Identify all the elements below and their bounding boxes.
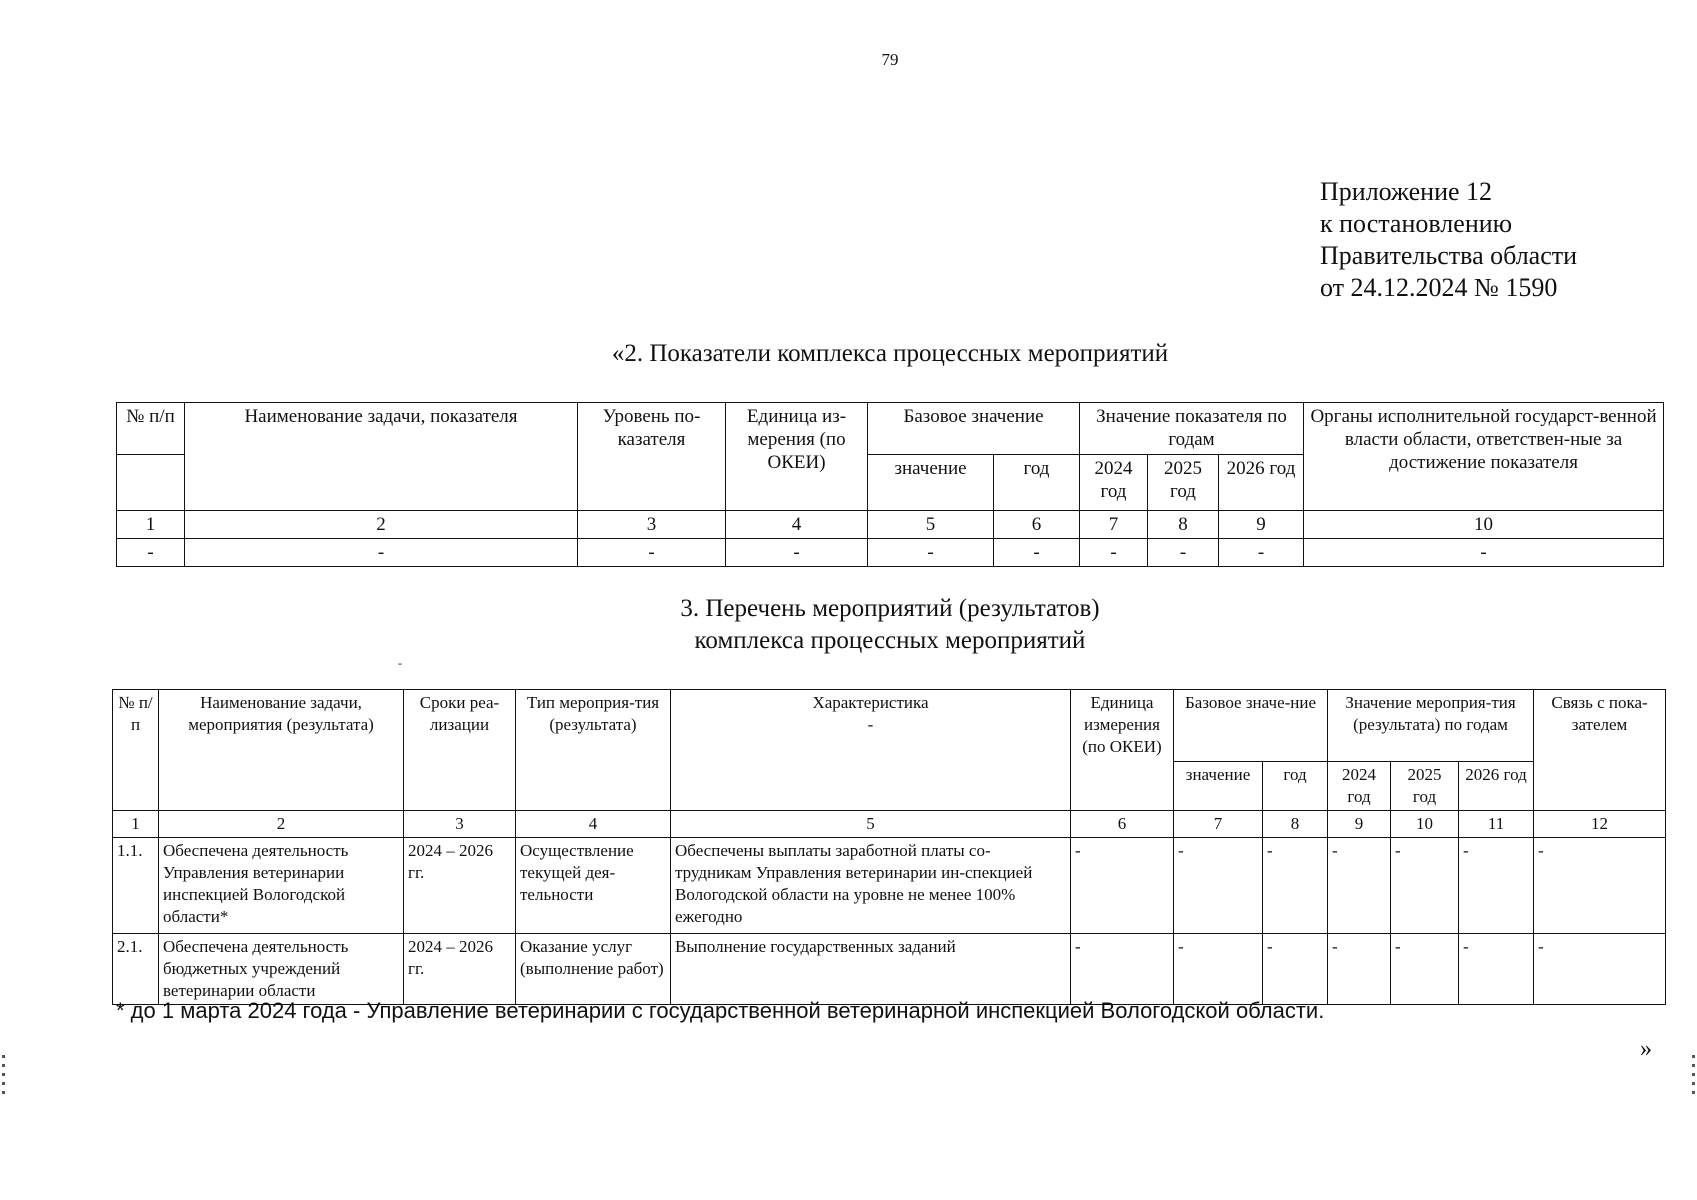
header-num-empty (117, 455, 185, 511)
header-year-2024: 2024 год (1328, 762, 1391, 811)
row-year-2026: - (1459, 934, 1534, 1005)
table-cell: - (868, 539, 994, 567)
row-num: 1.1. (113, 838, 159, 934)
header-type: Тип мероприя-тия (результата) (516, 690, 671, 811)
column-number: 1 (117, 511, 185, 539)
row-link: - (1534, 934, 1666, 1005)
table-cell: - (1148, 539, 1219, 567)
closing-quote: » (1640, 1036, 1652, 1062)
row-terms: 2024 – 2026 гг. (404, 838, 516, 934)
appendix-line: к постановлению (1320, 209, 1513, 238)
appendix-block (1320, 176, 1577, 304)
header-year-2025: 2025 год (1148, 455, 1219, 511)
header-base-year: год (994, 455, 1080, 511)
table-cell: - (578, 539, 726, 567)
row-base-year: - (1263, 934, 1328, 1005)
row-year-2024: - (1328, 934, 1391, 1005)
stray-mark: - (398, 656, 402, 670)
header-terms: Сроки реа-лизации (404, 690, 516, 811)
row-name: Обеспечена деятельность бюджетных учреждений ветеринарии области (159, 934, 404, 1005)
column-number: 2 (185, 511, 578, 539)
column-number: 9 (1328, 811, 1391, 838)
column-number: 2 (159, 811, 404, 838)
column-number: 10 (1391, 811, 1459, 838)
row-base-value: - (1174, 934, 1263, 1005)
column-number: 4 (516, 811, 671, 838)
row-characteristic: Выполнение государственных заданий (671, 934, 1071, 1005)
column-number: 7 (1080, 511, 1148, 539)
column-number: 9 (1219, 511, 1304, 539)
row-characteristic: Обеспечены выплаты заработной платы со-трудникам Управления ветеринарии ин-спекцией Вологодской области на уровне не менее 100% ежегодно (671, 838, 1071, 934)
header-name: Наименование задачи, мероприятия (результата) (159, 690, 404, 811)
header-unit: Единица из-мерения (по ОКЕИ) (726, 403, 868, 511)
header-num: № п/п (117, 403, 185, 455)
row-unit: - (1071, 934, 1174, 1005)
section3-title-line1: 3. Перечень мероприятий (результатов) (680, 595, 1100, 622)
header-characteristic-label: Характеристика (812, 693, 929, 712)
section2-title: «2. Показатели комплекса процессных мероприятий (611, 340, 1169, 367)
scan-edge-marks-left (2, 1055, 5, 1095)
column-number: 5 (868, 511, 994, 539)
column-number: 3 (578, 511, 726, 539)
appendix-line: Правительства области (1320, 241, 1578, 270)
row-type: Оказание услуг (выполнение работ) (516, 934, 671, 1005)
column-number: 8 (1263, 811, 1328, 838)
row-year-2024: - (1328, 838, 1391, 934)
page-number: 79 (881, 50, 899, 69)
appendix-line: Приложение 12 (1320, 177, 1493, 206)
table-cell: - (185, 539, 578, 567)
column-number: 10 (1304, 511, 1664, 539)
header-num: № п/п (113, 690, 159, 811)
row-year-2025: - (1391, 934, 1459, 1005)
column-number: 6 (994, 511, 1080, 539)
table-cell: - (1219, 539, 1304, 567)
header-base: Базовое значение (868, 403, 1080, 455)
header-base-year: год (1263, 762, 1328, 811)
header-unit: Единица измерения (по ОКЕИ) (1071, 690, 1174, 811)
column-number: 6 (1071, 811, 1174, 838)
row-year-2025: - (1391, 838, 1459, 934)
indicators-table (116, 402, 1664, 567)
column-number: 8 (1148, 511, 1219, 539)
row-link: - (1534, 838, 1666, 934)
column-number: 4 (726, 511, 868, 539)
header-name: Наименование задачи, показателя (185, 403, 578, 511)
column-number: 12 (1534, 811, 1666, 838)
header-year-2025: 2025 год (1391, 762, 1459, 811)
header-characteristic (671, 690, 1071, 811)
row-terms: 2024 – 2026 гг. (404, 934, 516, 1005)
section3-title (0, 593, 1697, 657)
row-name: Обеспечена деятельность Управления ветеринарии инспекцией Вологодской области* (159, 838, 404, 934)
header-base-value: значение (1174, 762, 1263, 811)
section3-title-line2: комплекса процессных мероприятий (694, 627, 1086, 654)
table-cell: - (726, 539, 868, 567)
table-cell: - (117, 539, 185, 567)
footnote: * до 1 марта 2024 года - Управление ветеринарии с государственной ветеринарной инспекцией Вологодской области. (116, 998, 1325, 1023)
appendix-line: от 24.12.2024 № 1590 (1320, 273, 1558, 302)
header-level: Уровень по-казателя (578, 403, 726, 511)
header-by-years: Значение мероприя-тия (результата) по годам (1328, 690, 1534, 762)
header-characteristic-mark: - (867, 715, 874, 734)
table-cell: - (1080, 539, 1148, 567)
header-link: Связь с пока-зателем (1534, 690, 1666, 811)
header-year-2026: 2026 год (1219, 455, 1304, 511)
row-type: Осуществление текущей дея-тельности (516, 838, 671, 934)
column-number: 7 (1174, 811, 1263, 838)
header-year-2024: 2024 год (1080, 455, 1148, 511)
table-cell: - (994, 539, 1080, 567)
header-by-years: Значение показателя по годам (1080, 403, 1304, 455)
row-num: 2.1. (113, 934, 159, 1005)
header-year-2026: 2026 год (1459, 762, 1534, 811)
column-number: 11 (1459, 811, 1534, 838)
row-year-2026: - (1459, 838, 1534, 934)
column-number: 5 (671, 811, 1071, 838)
row-base-year: - (1263, 838, 1328, 934)
row-base-value: - (1174, 838, 1263, 934)
activities-table (112, 689, 1666, 1005)
scan-edge-marks-right (1692, 1055, 1695, 1095)
header-base: Базовое значе-ние (1174, 690, 1328, 762)
table-cell: - (1304, 539, 1664, 567)
column-number: 1 (113, 811, 159, 838)
header-authorities: Органы исполнительной государст-венной власти области, ответствен-ные за достижение показателя (1304, 403, 1664, 511)
header-base-value: значение (868, 455, 994, 511)
row-unit: - (1071, 838, 1174, 934)
column-number: 3 (404, 811, 516, 838)
